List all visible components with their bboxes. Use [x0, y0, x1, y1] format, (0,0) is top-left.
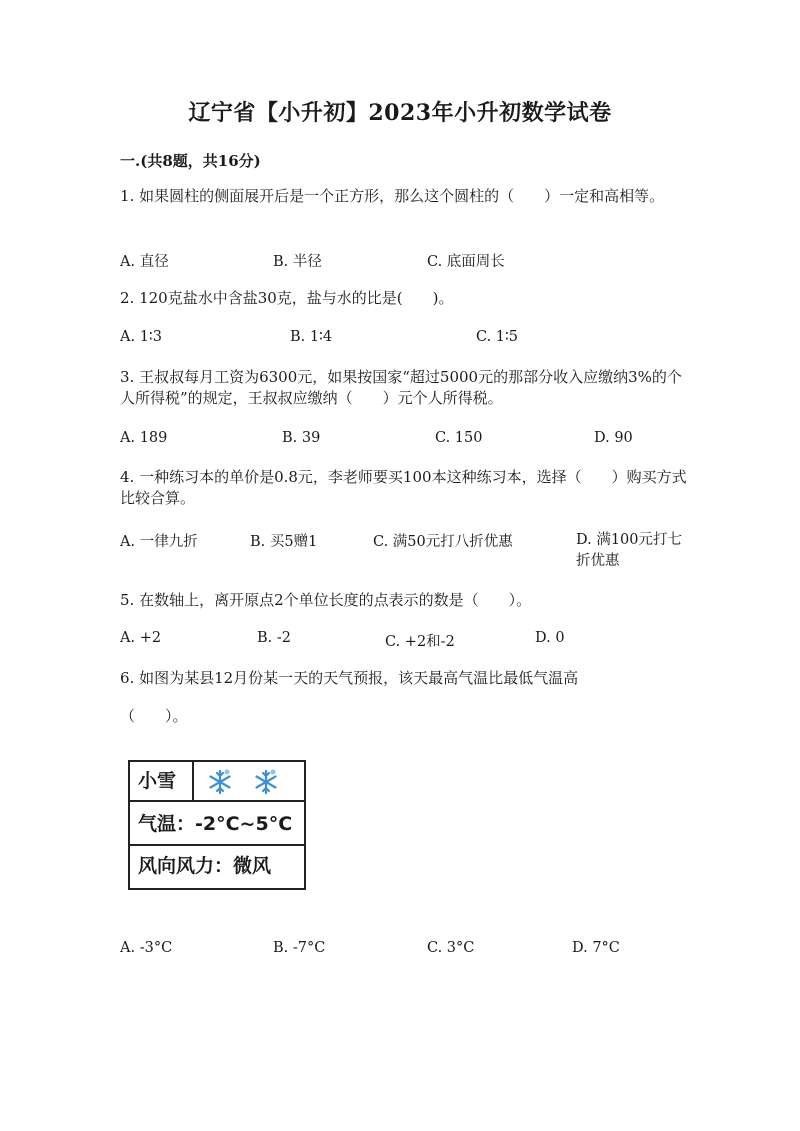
snowflake-icon — [252, 768, 280, 796]
question-3-options — [120, 430, 690, 452]
option-a[interactable]: A. -3°C — [120, 940, 173, 956]
weather-temperature-row — [130, 802, 304, 846]
weather-condition: 小雪 — [130, 762, 194, 800]
option-c[interactable]: C. 1∶5 — [476, 329, 519, 345]
option-b[interactable]: B. -7°C — [273, 940, 326, 956]
question-5-options — [120, 630, 690, 652]
weather-temperature: 气温：-2°C~5°C — [138, 813, 293, 835]
option-a[interactable]: A. 189 — [120, 430, 168, 446]
option-b[interactable]: B. 半径 — [273, 254, 322, 270]
question-2: 2. 120克盐水中含盐30克，盐与水的比是( )。 — [120, 289, 454, 307]
question-1: 1. 如果圆柱的侧面展开后是一个正方形，那么这个圆柱的（ ）一定和高相等。 — [120, 187, 665, 205]
option-d[interactable]: D. 满100元打七折优惠 — [576, 532, 683, 569]
weather-wind-row — [130, 846, 304, 888]
option-c[interactable]: C. 150 — [435, 430, 483, 446]
option-b[interactable]: B. -2 — [257, 630, 291, 646]
option-b[interactable]: B. 39 — [282, 430, 321, 446]
option-d[interactable]: D. 7°C — [572, 940, 620, 956]
weather-wind: 风向风力：微风 — [138, 855, 272, 877]
snowflake-icon — [206, 768, 234, 796]
option-a[interactable]: A. 1∶3 — [120, 329, 162, 345]
question-4: 4. 一种练习本的单价是0.8元，李老师要买100本这种练习本，选择（ ）购买方式比较合算。 — [120, 468, 687, 507]
question-6-options — [120, 940, 690, 962]
question-5: 5. 在数轴上，离开原点2个单位长度的点表示的数是（ ）。 — [120, 591, 532, 609]
option-b[interactable]: B. 买5赠1 — [250, 534, 318, 550]
option-c[interactable]: C. +2和-2 — [385, 634, 455, 650]
question-3: 3. 王叔叔每月工资为6300元，如果按国家“超过5000元的那部分收入应缴纳3%的个人所得税”的规定，王叔叔应缴纳（ ）元个人所得税。 — [120, 368, 682, 407]
option-d[interactable]: D. 90 — [594, 430, 633, 446]
option-c[interactable]: C. 3°C — [427, 940, 475, 956]
page-title: 辽宁省【小升初】2023年小升初数学试卷 — [188, 100, 612, 126]
option-a[interactable]: A. 直径 — [120, 254, 169, 270]
section-heading: 一.(共8题，共16分) — [120, 152, 261, 170]
weather-forecast-card — [128, 760, 306, 890]
question-2-options — [120, 329, 690, 351]
question-6: 6. 如图为某县12月份某一天的天气预报，该天最高气温比最低气温高 — [120, 669, 579, 687]
option-c[interactable]: C. 底面周长 — [427, 254, 505, 270]
question-4-options — [120, 530, 690, 574]
option-a[interactable]: A. +2 — [120, 630, 162, 646]
option-c[interactable]: C. 满50元打八折优惠 — [373, 534, 513, 550]
option-d[interactable]: D. 0 — [535, 630, 565, 646]
weather-condition-row — [130, 762, 304, 802]
question-1-options — [120, 250, 690, 272]
option-a[interactable]: A. 一律九折 — [120, 534, 198, 550]
option-b[interactable]: B. 1∶4 — [290, 329, 333, 345]
question-6-blank: （ ）。 — [120, 707, 188, 725]
